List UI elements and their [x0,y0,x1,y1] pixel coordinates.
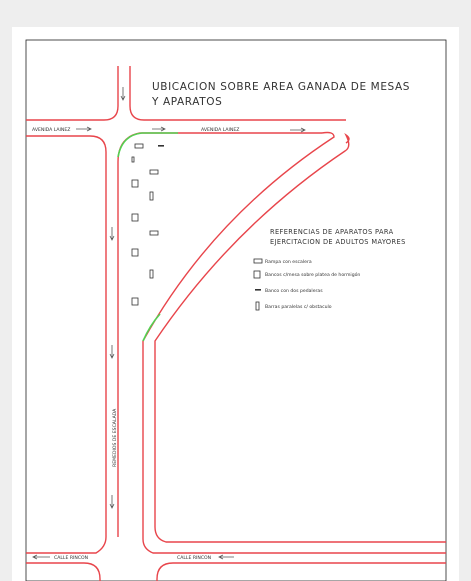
drawing-sheet [12,27,459,581]
plan-title-line2: Y APARATOS [152,96,223,108]
legend-title-line2: EJERCITACION DE ADULTOS MAYORES [270,238,406,246]
drawing-frame [26,40,446,581]
bench-table-icon [132,180,138,187]
legend-title-line1: REFERENCIAS DE APARATOS PARA [270,228,394,236]
street-label-avenida-right: AVENIDA LAINEZ [201,128,240,133]
street-label-rincon-right: CALLE RINCON [177,556,212,561]
legend-item-pedal-bench: Banco con dos pedaleras [265,289,323,294]
diagonal-edge-upper [143,133,446,554]
bench-table-icon [132,214,138,221]
legend [254,228,406,310]
plan-title-line1: UBICACION SOBRE AREA GANADA DE MESAS [152,81,411,93]
corner-inner-edge [118,133,322,537]
avenida-upper-edge-right [130,66,346,120]
parallel-bars-icon [150,270,153,278]
rincon-bottom-left [26,563,100,581]
bench-table-icon [132,298,138,305]
parallel-bars-icon [150,192,153,200]
legend-ramp-icon [254,259,262,263]
green-corner-edge [118,133,178,157]
arrows [33,87,305,559]
bench-table-icon [132,249,138,256]
legend-bench-table-icon [254,271,260,278]
street-label-rincon-left: CALLE RINCON [54,556,89,561]
avenida-upper-edge-left [26,66,118,120]
ramp-icon [150,231,158,235]
legend-item-bench-table: Bancos c/mesa sobre platea de hormigón [265,273,361,278]
legend-item-parallel-bars: Barras paralelas c/ obstaculo [265,305,332,310]
pedal-bench-icon [158,145,164,147]
legend-item-ramp: Rampa con escalera [265,260,312,265]
diagonal-edge-lower [155,135,446,542]
legend-parallel-bars-icon [256,302,259,310]
street-label-avenida-left: AVENIDA LAINEZ [32,128,71,133]
ramp-icon [150,170,158,174]
site-plan [12,27,459,581]
legend-pedal-bench-icon [255,289,261,291]
small-post-icon [132,157,134,162]
avenida-lower-edge-left [26,136,106,553]
equipment [132,144,164,305]
rincon-bottom-right [157,563,446,581]
ramp-icon [135,144,143,148]
street-label-remedios: REMEDIOS DE ESCALADA [113,408,118,467]
